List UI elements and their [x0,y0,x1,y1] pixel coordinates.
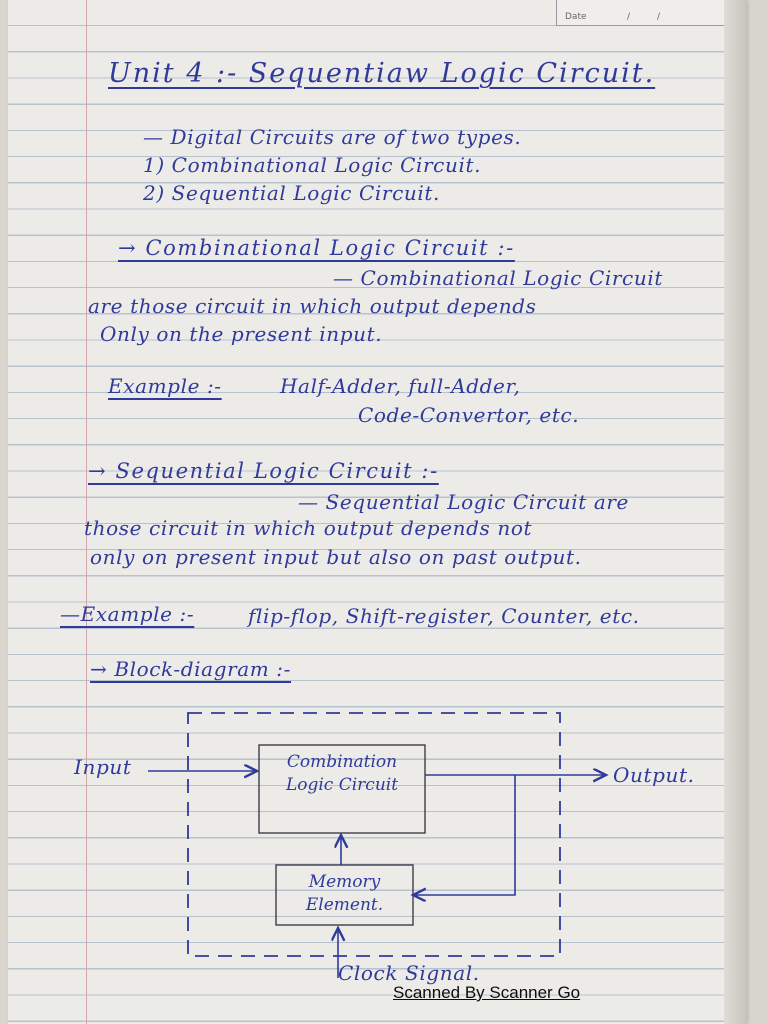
sequential-def-line-3: only on present input but also on past output. [90,545,582,569]
input-label: Input [74,755,132,779]
sequential-heading: → Sequential Logic Circuit :- [88,459,439,483]
combinational-heading: → Combinational Logic Circuit :- [118,236,515,260]
combination-box-text [259,751,425,797]
intro-item-2: 2) Sequential Logic Circuit. [143,181,440,205]
intro-line: — Digital Circuits are of two types. [143,125,522,149]
output-label: Output. [613,763,695,787]
combinational-example-line-2: Code-Convertor, etc. [358,403,580,427]
combinational-example-line-1: Half-Adder, full-Adder, [280,374,521,398]
sequential-def-line-2: those circuit in which output depends not [84,516,533,540]
combinational-def-line-1: — Combinational Logic Circuit [333,266,663,290]
page-edge [724,0,746,1024]
sequential-def-line-1: — Sequential Logic Circuit are [298,490,629,514]
date-label: Date [565,12,587,22]
combination-box-line-2: Logic Circuit [285,775,399,795]
sequential-example-text: flip-flop, Shift-register, Counter, etc. [248,604,640,628]
memory-box-text [276,871,413,917]
scanner-watermark: Scanned By Scanner Go [393,983,581,1002]
notebook-page [8,0,746,1024]
block-diagram-heading: → Block-diagram :- [90,657,292,681]
date-separator: / [627,12,631,22]
page-title: Unit 4 :- Sequentiaw Logic Circuit. [108,58,656,89]
combination-box-line-1: Combination [286,752,398,772]
combinational-example-label: Example :- [108,374,222,398]
memory-box-line-1: Memory [308,872,381,892]
sequential-example-label: —Example :- [60,602,195,626]
intro-item-1: 1) Combinational Logic Circuit. [143,153,482,177]
outer-dashed-boundary [188,713,560,956]
clock-signal-label: Clock Signal. [338,961,480,985]
memory-box-line-2: Element. [305,895,384,915]
combinational-def-line-3: Only on the present input. [100,322,383,346]
feedback-path [413,775,515,895]
combinational-def-line-2: are those circuit in which output depends [88,294,537,318]
date-separator: / [657,12,661,22]
